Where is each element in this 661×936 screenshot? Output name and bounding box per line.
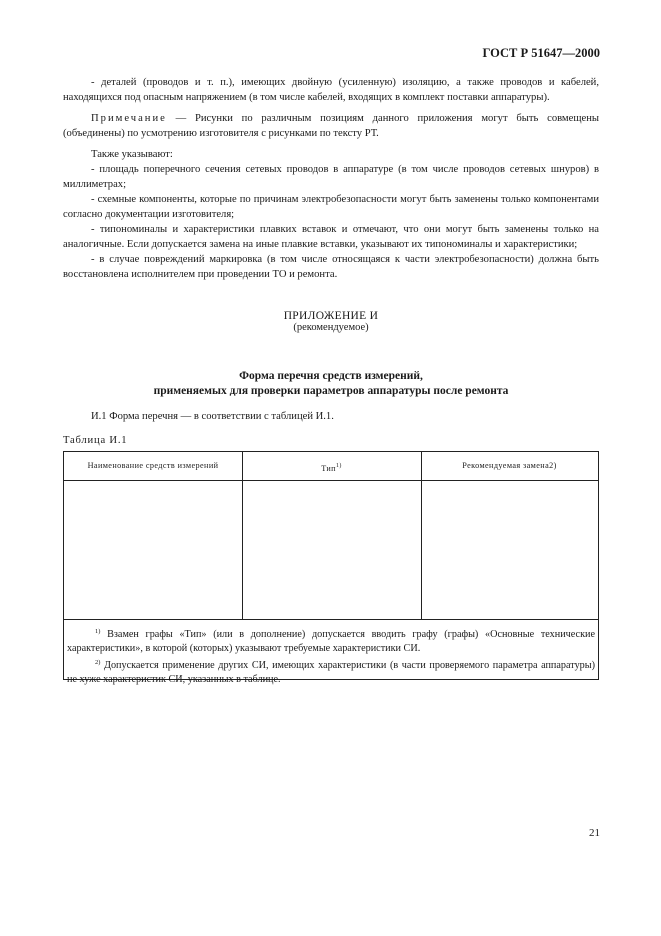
header-divider: [64, 480, 598, 481]
also-intro: Также указывают:: [91, 149, 173, 160]
form-title-line1: Форма перечня средств измерений,: [239, 370, 423, 382]
footnote-mark: 1): [335, 463, 342, 469]
footnote-mark: 1): [95, 628, 101, 635]
footnote-1: [67, 625, 595, 656]
footnote-text: Допускается применение других СИ, имеющих характеристики (в части проверяемого параметра аппаратуры) не хуже характеристик СИ, указанных в таблице.: [67, 660, 595, 685]
column-header-type-label: Тип: [321, 464, 336, 473]
list-item: - схемные компоненты, которые по причинам электробезопасности могут быть заменены только компонентами согласно документации изготовителя;: [63, 194, 599, 220]
clause-i1: И.1 Форма перечня — в соответствии с таблицей И.1.: [91, 411, 334, 422]
footnote-text: Взамен графы «Тип» (или в дополнение) допускается вводить графу (графы) «Основные технические характеристики», в которой (которых) указывают требуемые характеристики СИ.: [67, 629, 595, 654]
list-item: - в случае повреждений маркировка (в том числе относящаяся к части электробезопасности) должна быть восстановлена исполнителем при проведении ТО и ремонта.: [63, 254, 599, 280]
measurement-table: [63, 451, 599, 685]
body-text: [63, 75, 599, 282]
column-header-replacement: Рекомендуемая замена2): [462, 461, 557, 470]
note-paragraph: [63, 111, 599, 141]
list-item: - площадь поперечного сечения сетевых проводов в аппаратуре (в том числе проводов сетевых шнуров) в миллиметрах;: [63, 164, 599, 190]
paragraph-insulation: - деталей (проводов и т. п.), имеющих двойную (усиленную) изоляцию, а также проводов и кабелей, находящихся под опасным напряжением (в том числе кабелей, входящих в комплект поставки аппаратуры).: [63, 77, 599, 103]
footnote-mark: 2): [95, 659, 101, 666]
form-title-line2: применяемых для проверки параметров аппаратуры после ремонта: [153, 385, 509, 397]
footnote-2: [67, 656, 595, 687]
table-footnotes: [67, 625, 595, 687]
column-header-name: Наименование средств измерений: [87, 461, 219, 470]
appendix-title: ПРИЛОЖЕНИЕ И: [283, 310, 379, 322]
page-number: 21: [589, 827, 600, 839]
list-item: - типономиналы и характеристики плавких вставок и отмечают, что они могут быть заменены только на аналогичные. Если допускается замена на иные плавкие вставки, указывают их типономиналы и характеристики;: [63, 224, 599, 250]
body-divider: [64, 619, 598, 620]
note-label: Примечание: [91, 113, 167, 124]
document-code: ГОСТ Р 51647—2000: [482, 46, 600, 60]
note-text: — Рисунки по различным позициям данного приложения могут быть совмещены (объединены) по усмотрению изготовителя с рисунками по тексту РТ.: [63, 113, 599, 139]
form-title: [63, 369, 599, 399]
column-header-type: [242, 452, 421, 480]
appendix-status: (рекомендуемое): [293, 322, 369, 333]
table-caption: Таблица И.1: [63, 435, 128, 446]
